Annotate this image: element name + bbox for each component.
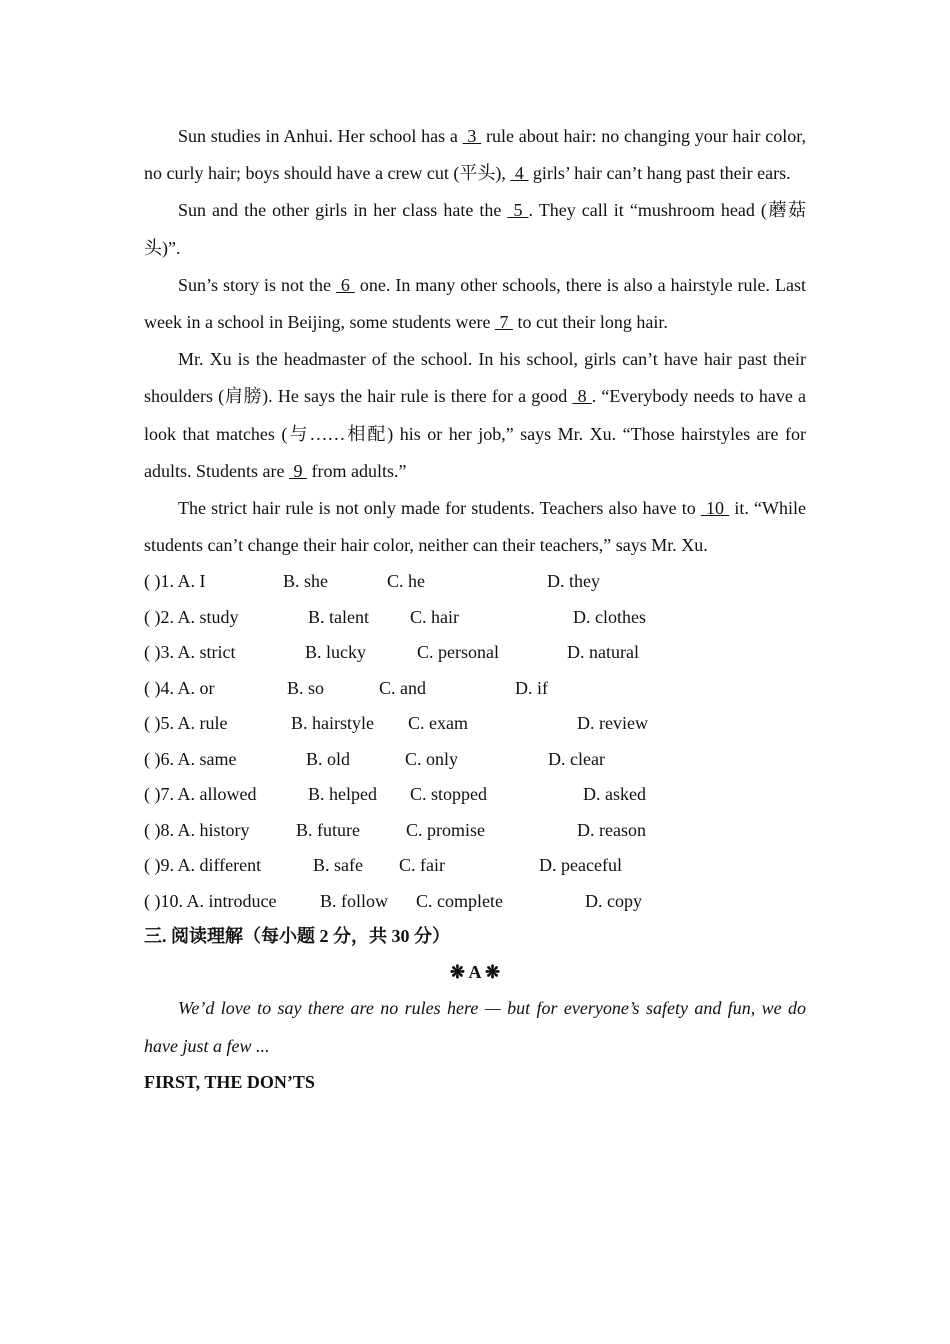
text: Sun and the other girls in her class hate the <box>178 200 508 221</box>
question-option-b: B. old <box>306 748 351 769</box>
question-option-a: ( )9. A. different <box>144 855 262 876</box>
question-option-b: B. future <box>296 819 360 840</box>
question-option-b: B. she <box>283 571 328 592</box>
document-content <box>144 118 806 1100</box>
text: rule about hair: no changing your hair color, no curly hair; boys should have a crew cut (平头), <box>144 126 807 184</box>
question-option-c: C. fair <box>399 855 445 876</box>
paragraph-4 <box>144 341 806 490</box>
question-option-a: ( )7. A. allowed <box>144 784 257 805</box>
question-option-b: B. safe <box>313 855 363 876</box>
paragraph-1 <box>144 118 806 192</box>
question-option-b: B. helped <box>308 784 377 805</box>
question-option-d: D. reason <box>577 819 646 840</box>
question-option-a: ( )3. A. strict <box>144 642 236 663</box>
question-option-c: C. only <box>405 748 459 769</box>
question-option-c: C. complete <box>416 890 503 911</box>
question-option-d: D. clear <box>548 748 605 769</box>
question-option-d: D. if <box>515 677 548 698</box>
blank-4: 4 <box>510 163 529 184</box>
text: girls’ hair can’t hang past their ears. <box>528 163 791 184</box>
paragraph-5 <box>144 490 806 564</box>
question-option-c: C. he <box>387 571 425 592</box>
question-item <box>144 600 806 636</box>
question-option-b: B. lucky <box>305 642 366 663</box>
question-option-d: D. natural <box>567 642 639 663</box>
text: to cut their long hair. <box>512 312 668 333</box>
question-option-c: C. personal <box>417 642 499 663</box>
text: from adults.” <box>306 460 407 481</box>
rules-heading: FIRST, THE DON’TS <box>144 1071 315 1092</box>
blank-7: 7 <box>494 312 513 333</box>
question-item <box>144 671 806 707</box>
question-option-a: ( )1. A. I <box>144 571 206 592</box>
text: Sun studies in Anhui. Her school has a <box>178 126 463 146</box>
text: . They call it “mushroom head (蘑菇头)”. <box>144 200 807 258</box>
question-option-d: D. clothes <box>573 606 646 627</box>
text: one. In many other schools, there is also a hairstyle rule. Last week in a school in Beijing, some students were <box>144 274 807 333</box>
question-option-a: ( )2. A. study <box>144 606 239 627</box>
question-option-a: ( )10. A. introduce <box>144 890 277 911</box>
question-option-d: D. peaceful <box>539 855 622 876</box>
question-option-c: C. and <box>379 677 426 698</box>
question-item <box>144 777 806 813</box>
blank-3: 3 <box>462 126 482 146</box>
question-list <box>144 564 806 919</box>
question-item <box>144 564 806 600</box>
question-option-b: B. hairstyle <box>291 713 374 734</box>
question-option-b: B. talent <box>308 606 369 627</box>
question-item <box>144 813 806 849</box>
question-option-a: ( )6. A. same <box>144 748 237 769</box>
blank-6: 6 <box>335 274 355 295</box>
blank-5: 5 <box>507 200 529 221</box>
question-option-d: D. they <box>547 571 600 592</box>
blank-10: 10 <box>700 498 730 519</box>
text: . “Everybody needs to have a look that matches (与……相配) his or her job,” says Mr. Xu. “Those hairstyles are for adults. Students are <box>144 386 807 481</box>
text: it. “While students can’t change their hair color, neither can their teachers,” says Mr. Xu. <box>144 498 806 556</box>
question-item <box>144 884 806 920</box>
question-option-a: ( )8. A. history <box>144 819 250 840</box>
paragraph-2 <box>144 192 806 266</box>
question-option-c: C. promise <box>406 819 485 840</box>
text: The strict hair rule is not only made for students. Teachers also have to <box>178 498 701 519</box>
question-option-d: D. copy <box>585 890 642 911</box>
question-option-a: ( )5. A. rule <box>144 713 228 734</box>
question-option-c: C. exam <box>408 713 468 734</box>
question-option-b: B. so <box>287 677 325 698</box>
question-item <box>144 706 806 742</box>
question-option-d: D. asked <box>583 784 646 805</box>
passage-intro: We’d love to say there are no rules here — but for everyone’s safety and fun, we do have just a few ... <box>144 998 806 1056</box>
blank-8: 8 <box>572 386 592 407</box>
question-option-d: D. review <box>577 713 648 734</box>
text: Sun’s story is not the <box>178 274 336 295</box>
question-item <box>144 635 806 671</box>
passage-label: ❋ A ❋ <box>449 961 501 982</box>
blank-9: 9 <box>288 460 307 481</box>
question-option-a: ( )4. A. or <box>144 677 215 698</box>
question-option-c: C. stopped <box>410 784 488 805</box>
question-option-b: B. follow <box>320 890 389 911</box>
section-heading: 三. 阅读理解（每小题 2 分，共 30 分） <box>144 926 450 947</box>
question-option-c: C. hair <box>410 606 459 627</box>
paragraph-3 <box>144 267 806 341</box>
text: Mr. Xu is the headmaster of the school. In his school, girls can’t have hair past their shoulders (肩膀). He says the hair rule is there for a good <box>144 349 806 407</box>
question-item <box>144 742 806 778</box>
question-item <box>144 848 806 884</box>
